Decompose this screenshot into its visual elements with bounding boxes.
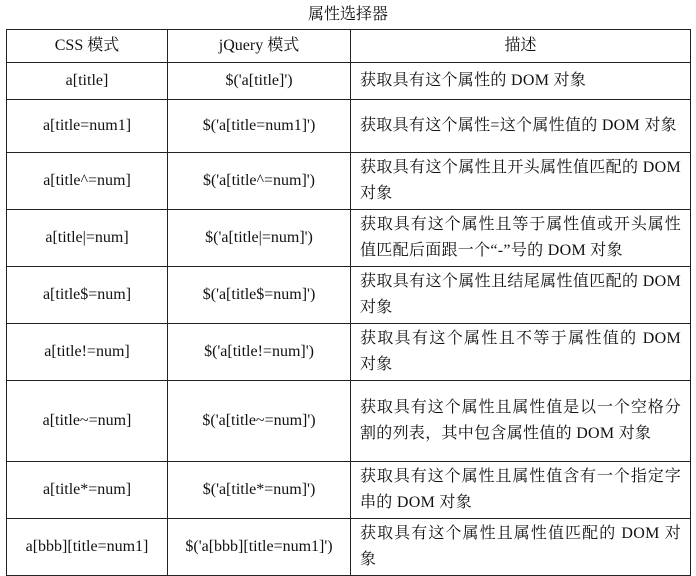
table-caption: 属性选择器 xyxy=(307,6,388,23)
description-cell: 获取具有这个属性=这个属性值的 DOM 对象 xyxy=(351,100,691,153)
jquery-selector-cell: $('a[title|=num]') xyxy=(168,210,351,267)
description-cell: 获取具有这个属性且等于属性值或开头属性值匹配后面跟一个“-”号的 DOM 对象 xyxy=(351,210,691,267)
css-selector-cell: a[title~=num] xyxy=(7,381,168,462)
jquery-selector-cell: $('a[title!=num]') xyxy=(168,324,351,381)
css-selector-cell: a[bbb][title=num1] xyxy=(7,519,168,576)
description-cell: 获取具有这个属性且结尾属性值匹配的 DOM 对象 xyxy=(351,267,691,324)
jquery-selector-cell: $('a[title^=num]') xyxy=(168,153,351,210)
header-jquery-mode: jQuery 模式 xyxy=(168,30,351,63)
table-row xyxy=(7,210,691,267)
description-cell: 获取具有这个属性且开头属性值匹配的 DOM 对象 xyxy=(351,153,691,210)
jquery-selector-cell: $('a[title$=num]') xyxy=(168,267,351,324)
css-selector-cell: a[title*=num] xyxy=(7,462,168,519)
attribute-selector-table xyxy=(6,29,691,576)
table-row xyxy=(7,267,691,324)
table-row xyxy=(7,324,691,381)
table-row xyxy=(7,381,691,462)
description-cell: 获取具有这个属性且不等于属性值的 DOM 对象 xyxy=(351,324,691,381)
description-cell: 获取具有这个属性且属性值是以一个空格分割的列表，其中包含属性值的 DOM 对象 xyxy=(351,381,691,462)
css-selector-cell: a[title|=num] xyxy=(7,210,168,267)
jquery-selector-cell: $('a[title]') xyxy=(168,63,351,100)
description-cell: 获取具有这个属性的 DOM 对象 xyxy=(351,63,691,100)
description-cell: 获取具有这个属性且属性值匹配的 DOM 对象 xyxy=(351,519,691,576)
table-row xyxy=(7,100,691,153)
table-row xyxy=(7,519,691,576)
css-selector-cell: a[title=num1] xyxy=(7,100,168,153)
jquery-selector-cell: $('a[title*=num]') xyxy=(168,462,351,519)
table-row xyxy=(7,63,691,100)
jquery-selector-cell: $('a[title~=num]') xyxy=(168,381,351,462)
description-cell: 获取具有这个属性且属性值含有一个指定字串的 DOM 对象 xyxy=(351,462,691,519)
css-selector-cell: a[title$=num] xyxy=(7,267,168,324)
header-row xyxy=(7,30,691,63)
header-description: 描述 xyxy=(351,30,691,63)
header-css-mode: CSS 模式 xyxy=(7,30,168,63)
css-selector-cell: a[title] xyxy=(7,63,168,100)
table-row xyxy=(7,462,691,519)
css-selector-cell: a[title^=num] xyxy=(7,153,168,210)
css-selector-cell: a[title!=num] xyxy=(7,324,168,381)
jquery-selector-cell: $('a[bbb][title=num1]') xyxy=(168,519,351,576)
jquery-selector-cell: $('a[title=num1]') xyxy=(168,100,351,153)
table-row xyxy=(7,153,691,210)
